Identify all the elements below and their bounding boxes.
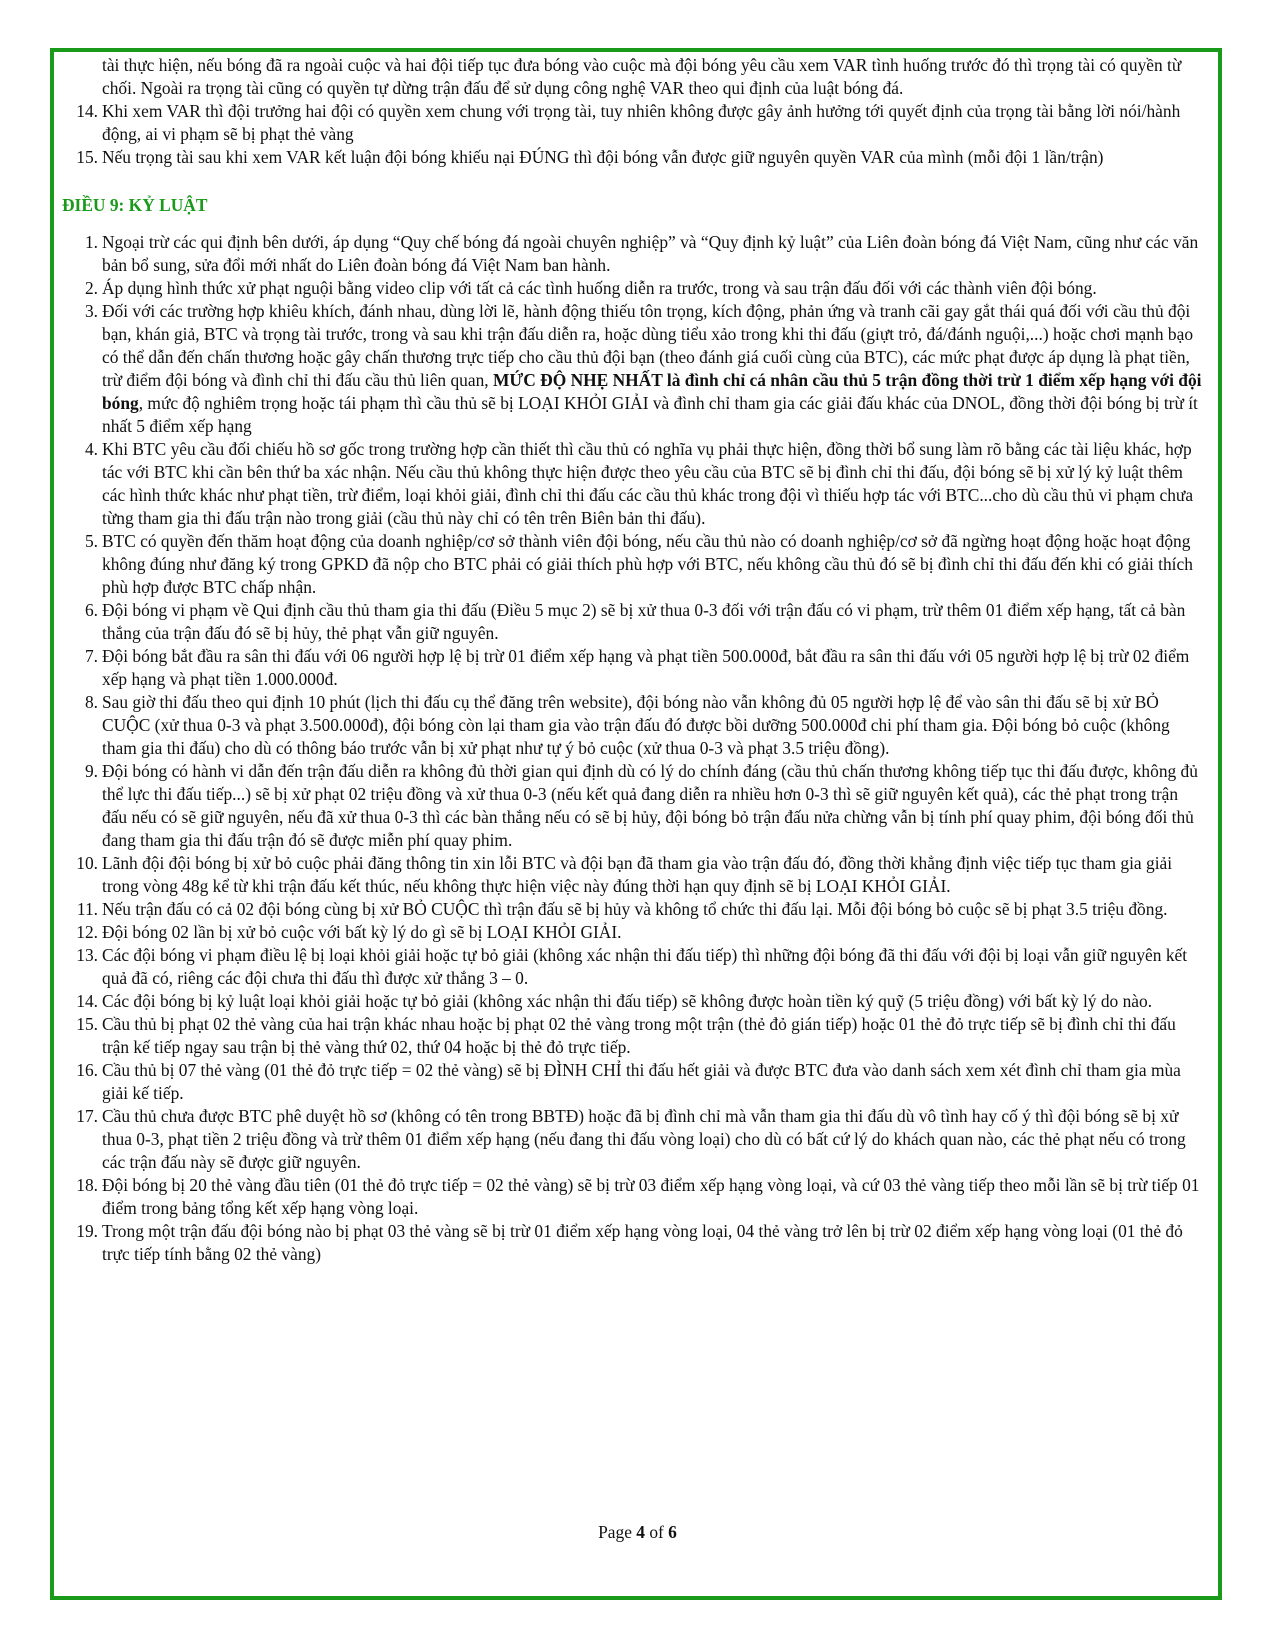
list-item [62, 1059, 1202, 1105]
item-text: Các đội bóng bị kỷ luật loại khỏi giải hoặc tự bỏ giải (không xác nhận thi đấu tiếp) sẽ không được hoàn tiền ký quỹ (5 triệu đồng) với bất kỳ lý do nào. [102, 991, 1153, 1011]
item-number: 15. [76, 147, 98, 167]
page-sep: of [644, 1522, 669, 1542]
item-number: 19. [76, 1221, 98, 1241]
item-text: , mức độ nghiêm trọng hoặc tái phạm thì cầu thủ sẽ bị LOẠI KHỎI GIẢI và đình chỉ tham gia các giải đấu khác của DNOL, đồng thời đội bóng bị trừ ít nhất 5 điểm xếp hạng [102, 393, 1198, 436]
list-item [62, 1013, 1202, 1059]
item-text: Trong một trận đấu đội bóng nào bị phạt 03 thẻ vàng sẽ bị trừ 01 điểm xếp hạng vòng loại, 04 thẻ vàng trở lên bị trừ 02 điểm xếp hạng vòng loại (01 thẻ đỏ trực tiếp tính bằng 02 thẻ vàng) [102, 1221, 1183, 1264]
item-number: 2. [84, 278, 98, 298]
list-item [62, 599, 1202, 645]
page-current: 4 [636, 1522, 645, 1542]
item-number: 4. [84, 439, 98, 459]
item-text: Khi xem VAR thì đội trưởng hai đội có quyền xem chung với trọng tài, tuy nhiên không được gây ảnh hưởng tới quyết định của trọng tài bằng lời nói/hành động, ai vi phạm sẽ bị phạt thẻ vàng [102, 101, 1181, 144]
list-item [62, 146, 1202, 169]
item-number: 5. [84, 531, 98, 551]
list-item [62, 760, 1202, 852]
item-number: 17. [76, 1106, 98, 1126]
list-item [62, 100, 1202, 146]
item-number: 14. [76, 991, 98, 1011]
item-text: Đối với các trường hợp khiêu khích, đánh nhau, dùng lời lẽ, hành động thiếu tôn trọng, kích động, phản ứng và tranh cãi gay gắt thái quá đối với cầu thủ đội bạn, khán giả, BTC và trọng tài trước, trong và sau khi trận đấu diễn ra, hoặc dùng tiểu xảo trong khi thi đấu (giựt trỏ, đá/đánh nguội,...) hoặc chơi mạnh bạo có thể dẫn đến chấn thương hoặc gây chấn thương trực tiếp cho cầu thủ đội bạn (theo đánh giá cuối cùng của BTC), các mức phạt được áp dụng là phạt tiền, trừ điểm đội bóng và đình chỉ thi đấu cầu thủ liên quan, [102, 301, 1194, 390]
item-text: Đội bóng vi phạm về Qui định cầu thủ tham gia thi đấu (Điều 5 mục 2) sẽ bị xử thua 0-3 đối với trận đấu có vi phạm, trừ thêm 01 điểm xếp hạng, tất cả bàn thắng của trận đấu đó sẽ bị hủy, thẻ phạt vẫn giữ nguyên. [102, 600, 1186, 643]
page-footer [0, 1522, 1275, 1543]
item-number: 8. [84, 692, 98, 712]
item-number: 7. [84, 646, 98, 666]
item-text: Áp dụng hình thức xử phạt nguội bằng video clip với tất cả các tình huống diễn ra trước, trong và sau trận đấu đối với các thành viên đội bóng. [102, 278, 1097, 298]
item-number: 9. [84, 761, 98, 781]
list-item [62, 1105, 1202, 1174]
item-number: 18. [76, 1175, 98, 1195]
item-text: Các đội bóng vi phạm điều lệ bị loại khỏi giải hoặc tự bỏ giải (không xác nhận thi đấu tiếp) thì những đội bóng đã thi đấu với đội bị loại vẫn giữ nguyên kết quả đã có, riêng các đội chưa thi đấu thì được xử thắng 3 – 0. [102, 945, 1188, 988]
continued-paragraph: tài thực hiện, nếu bóng đã ra ngoài cuộc và hai đội tiếp tục đưa bóng vào cuộc mà đội bóng yêu cầu xem VAR tình huống trước đó thì trọng tài có quyền từ chối. Ngoài ra trọng tài cũng có quyền tự dừng trận đấu để sử dụng công nghệ VAR theo qui định của luật bóng đá. [102, 55, 1182, 98]
item-text: Sau giờ thi đấu theo qui định 10 phút (lịch thi đấu cụ thể đăng trên website), đội bóng nào vẫn không đủ 05 người hợp lệ để vào sân thi đấu sẽ bị xử BỎ CUỘC (xử thua 0-3 và phạt 3.500.000đ), đội bóng còn lại tham gia vào trận đấu đó được bồi dưỡng 500.000đ chi phí tham gia. Đội bóng bỏ cuộc (không tham gia thi đấu) cho dù có thông báo trước vẫn bị xử phạt như tự ý bỏ cuộc (xử thua 0-3 và phạt 3.5 triệu đồng). [102, 692, 1170, 758]
item-text: Đội bóng có hành vi dẫn đến trận đấu diễn ra không đủ thời gian qui định dù có lý do chính đáng (cầu thủ chấn thương không tiếp tục thi đấu được, không đủ thể lực thi đấu tiếp...) sẽ bị xử phạt 02 triệu đồng và xử thua 0-3 (nếu kết quả đang diễn ra nhiều hơn 0-3 thì sẽ giữ nguyên kết quả), các thẻ phạt trong trận đấu nếu có sẽ giữ nguyên, nếu đã xử thua 0-3 thì các bàn thắng nếu có sẽ bị hủy, đội bóng bỏ trận đấu nửa chừng vẫn bị tính phí quay phim, đội bóng đối thủ đang tham gia thi đấu trận đó sẽ được miễn phí quay phim. [102, 761, 1198, 850]
item-number: 1. [84, 232, 98, 252]
item-text-bold: MỨC ĐỘ NHẸ NHẤT là đình chỉ cá nhân cầu thủ 5 trận đồng thời trừ 1 điểm xếp hạng với đội bóng [102, 370, 1202, 413]
list-item [62, 898, 1202, 921]
page-total: 6 [668, 1522, 677, 1542]
list-item [62, 438, 1202, 530]
item-number: 16. [76, 1060, 98, 1080]
item-number: 15. [76, 1014, 98, 1034]
item-text: Cầu thủ chưa được BTC phê duyệt hồ sơ (không có tên trong BBTĐ) hoặc đã bị đình chỉ mà vẫn tham gia thi đấu dù vô tình hay cố ý thì đội bóng sẽ bị xử thua 0-3, phạt tiền 2 triệu đồng và trừ thêm 01 điểm xếp hạng (nếu đang thi đấu vòng loại) cho dù có bất cứ lý do khách quan nào, các thẻ phạt nếu có trong các trận đấu này sẽ được giữ nguyên. [102, 1106, 1186, 1172]
item-number: 11. [76, 899, 98, 919]
item-text: Nếu trọng tài sau khi xem VAR kết luận đội bóng khiếu nại ĐÚNG thì đội bóng vẫn được giữ nguyên quyền VAR của mình (mỗi đội 1 lần/trận) [102, 147, 1104, 167]
list-item [62, 852, 1202, 898]
section-heading: ĐIỀU 9: KỶ LUẬT [62, 195, 208, 215]
item-text: Cầu thủ bị 07 thẻ vàng (01 thẻ đỏ trực tiếp = 02 thẻ vàng) sẽ bị ĐÌNH CHỈ thi đấu hết giải và được BTC đưa vào danh sách xem xét đình chỉ tham gia mùa giải kế tiếp. [102, 1060, 1181, 1103]
item-text: Đội bóng bắt đầu ra sân thi đấu với 06 người hợp lệ bị trừ 01 điểm xếp hạng và phạt tiền 500.000đ, bắt đầu ra sân thi đấu với 05 người hợp lệ bị trừ 02 điểm xếp hạng và phạt tiền 1.000.000đ. [102, 646, 1190, 689]
item-text: Nếu trận đấu có cả 02 đội bóng cùng bị xử BỎ CUỘC thì trận đấu sẽ bị hủy và không tổ chức thi đấu lại. Mỗi đội bóng bỏ cuộc sẽ bị phạt 3.5 triệu đồng. [102, 899, 1168, 919]
item-number: 6. [84, 600, 98, 620]
item-text: Đội bóng bị 20 thẻ vàng đầu tiên (01 thẻ đỏ trực tiếp = 02 thẻ vàng) sẽ bị trừ 03 điểm xếp hạng vòng loại, và cứ 03 thẻ vàng tiếp theo mỗi lần sẽ bị trừ tiếp 01 điểm trong bảng tổng kết xếp hạng vòng loại. [102, 1175, 1200, 1218]
item-text: Ngoại trừ các qui định bên dưới, áp dụng “Quy chế bóng đá ngoài chuyên nghiệp” và “Quy định kỷ luật” của Liên đoàn bóng đá Việt Nam, cũng như các văn bản bổ sung, sửa đổi mới nhất do Liên đoàn bóng đá Việt Nam ban hành. [102, 232, 1199, 275]
list-item [62, 944, 1202, 990]
item-number: 13. [76, 945, 98, 965]
list-item [62, 645, 1202, 691]
list-item [62, 691, 1202, 760]
discipline-list [62, 231, 1202, 1266]
item-text: Cầu thủ bị phạt 02 thẻ vàng của hai trận khác nhau hoặc bị phạt 02 thẻ vàng trong một trận (thẻ đỏ gián tiếp) hoặc 01 thẻ đỏ trực tiếp sẽ bị đình chỉ thi đấu trận kế tiếp ngay sau trận bị thẻ vàng thứ 02, thứ 04 hoặc bị thẻ đỏ trực tiếp. [102, 1014, 1176, 1057]
item-number: 14. [76, 101, 98, 121]
list-item [62, 1220, 1202, 1266]
item-text: Khi BTC yêu cầu đối chiếu hồ sơ gốc trong trường hợp cần thiết thì cầu thủ có nghĩa vụ phải thực hiện, đồng thời bổ sung làm rõ bằng các tài liệu khác, hợp tác với BTC khi cần bên thứ ba xác nhận. Nếu cầu thủ không thực hiện được theo yêu cầu của BTC sẽ bị đình chỉ thi đấu, đội bóng sẽ bị xử lý kỷ luật thêm các hình thức khác như phạt tiền, trừ điểm, loại khỏi giải, đình chỉ thi đấu các cầu thủ khác trong đội vì thiếu hợp tác với BTC...cho dù cầu thủ vi phạm chưa từng tham gia thi đấu trận nào trong giải (cầu thủ này chỉ có tên trên Biên bản thi đấu). [102, 439, 1194, 528]
list-item [62, 1174, 1202, 1220]
list-item [62, 921, 1202, 944]
list-item [62, 990, 1202, 1013]
list-item [62, 231, 1202, 277]
prev-section-list [62, 100, 1202, 169]
item-number: 10. [76, 853, 98, 873]
item-text: Lãnh đội đội bóng bị xử bỏ cuộc phải đăng thông tin xin lỗi BTC và đội bạn đã tham gia vào trận đấu đó, đồng thời khẳng định việc tiếp tục tham gia giải trong vòng 48g kể từ khi trận đấu kết thúc, nếu không thực hiện việc này đúng thời hạn quy định sẽ bị LOẠI KHỎI GIẢI. [102, 853, 1173, 896]
document-body [62, 54, 1202, 1266]
item-text: Đội bóng 02 lần bị xử bỏ cuộc với bất kỳ lý do gì sẽ bị LOẠI KHỎI GIẢI. [102, 922, 622, 942]
page-label: Page [598, 1522, 637, 1542]
list-item [62, 277, 1202, 300]
list-item [62, 300, 1202, 438]
item-text: BTC có quyền đến thăm hoạt động của doanh nghiệp/cơ sở thành viên đội bóng, nếu cầu thủ nào có doanh nghiệp/cơ sở đã ngừng hoạt động hoặc hoạt động không đúng như đăng ký trong GPKD đã nộp cho BTC phải có giải thích phù hợp với BTC, nếu không cầu thủ đó sẽ bị đình chỉ thi đấu đến khi có giải thích phù hợp được BTC chấp nhận. [102, 531, 1193, 597]
item-number: 3. [84, 301, 98, 321]
list-item [62, 530, 1202, 599]
item-number: 12. [76, 922, 98, 942]
